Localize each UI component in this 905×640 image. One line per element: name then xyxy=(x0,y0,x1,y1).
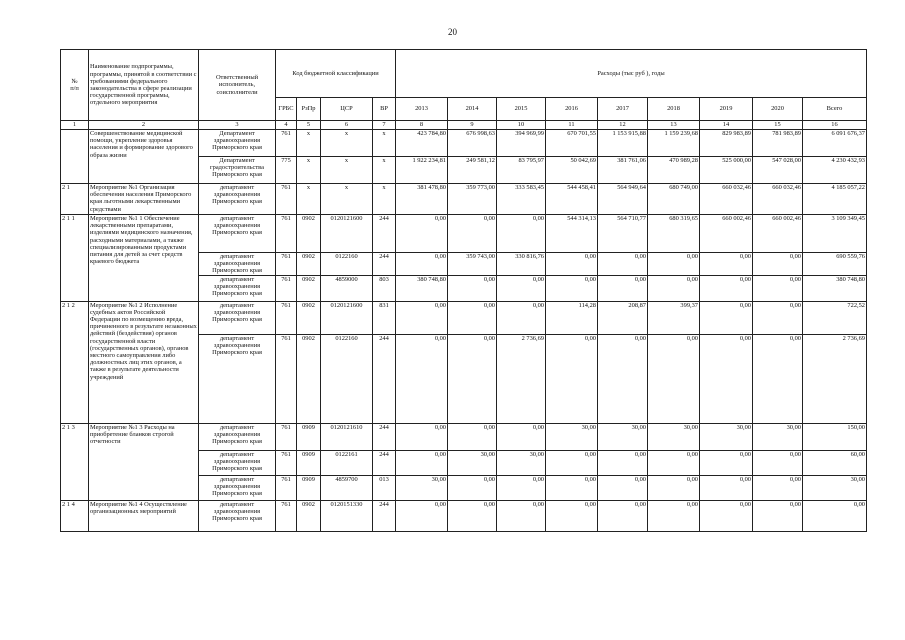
column-number: 12 xyxy=(598,121,648,130)
year-value-cell: 660 002,46 xyxy=(700,215,753,253)
column-number: 6 xyxy=(321,121,373,130)
year-value-cell: 30,00 xyxy=(700,423,753,450)
year-value-cell: 2 736,69 xyxy=(497,334,546,423)
year-value-cell: 0,00 xyxy=(700,275,753,301)
total-cell: 0,00 xyxy=(803,500,867,531)
year-value-cell: 547 028,00 xyxy=(753,157,803,184)
rzpr-cell: 0902 xyxy=(297,253,321,276)
total-cell: 4 185 057,22 xyxy=(803,184,867,215)
vr-cell: 244 xyxy=(373,253,396,276)
year-value-cell: 0,00 xyxy=(396,450,448,475)
responsible-cell: Департамент здравоохранения Приморского края xyxy=(199,130,276,157)
csr-cell: 0120151330 xyxy=(321,500,373,531)
header-budget-code: Код бюджетной классификации xyxy=(276,50,396,98)
year-value-cell: 30,00 xyxy=(546,423,598,450)
header-year: 2015 xyxy=(497,98,546,121)
year-value-cell: 544 458,41 xyxy=(546,184,598,215)
row-number: 2 1 xyxy=(61,184,89,215)
year-value-cell: 30,00 xyxy=(497,450,546,475)
responsible-cell: департамент здравоохранения Приморского края xyxy=(199,450,276,475)
vr-cell: x xyxy=(373,130,396,157)
year-value-cell: 0,00 xyxy=(396,301,448,334)
year-value-cell: 0,00 xyxy=(448,423,497,450)
year-value-cell: 249 581,12 xyxy=(448,157,497,184)
header-name: Наименование подпрограммы, программы, принятой в соответствии с требованиями федерального законодательства в сфере реализации государственной программы, отдельного мероприятия xyxy=(89,50,199,121)
year-value-cell: 1 159 239,68 xyxy=(648,130,700,157)
grbs-cell: 761 xyxy=(276,275,297,301)
total-cell: 150,00 xyxy=(803,423,867,450)
year-value-cell: 0,00 xyxy=(648,334,700,423)
year-value-cell: 30,00 xyxy=(648,423,700,450)
year-value-cell: 0,00 xyxy=(598,450,648,475)
year-value-cell: 0,00 xyxy=(753,500,803,531)
year-value-cell: 564 949,64 xyxy=(598,184,648,215)
year-value-cell: 0,00 xyxy=(448,334,497,423)
year-value-cell: 0,00 xyxy=(700,475,753,500)
year-value-cell: 0,00 xyxy=(546,475,598,500)
row-number: 2 1 3 xyxy=(61,423,89,500)
year-value-cell: 0,00 xyxy=(497,215,546,253)
year-value-cell: 0,00 xyxy=(497,301,546,334)
rzpr-cell: x xyxy=(297,130,321,157)
year-value-cell: 660 002,46 xyxy=(753,215,803,253)
total-cell: 380 748,80 xyxy=(803,275,867,301)
rzpr-cell: 0909 xyxy=(297,423,321,450)
vr-cell: x xyxy=(373,157,396,184)
year-value-cell: 544 314,13 xyxy=(546,215,598,253)
grbs-cell: 761 xyxy=(276,130,297,157)
table-row xyxy=(61,500,867,531)
year-value-cell: 470 989,28 xyxy=(648,157,700,184)
year-value-cell: 525 000,00 xyxy=(700,157,753,184)
year-value-cell: 0,00 xyxy=(448,215,497,253)
year-value-cell: 0,00 xyxy=(448,301,497,334)
year-value-cell: 0,00 xyxy=(396,423,448,450)
responsible-cell: департамент здравоохранения Приморского края xyxy=(199,184,276,215)
column-number: 14 xyxy=(700,121,753,130)
column-number: 7 xyxy=(373,121,396,130)
total-cell: 2 736,69 xyxy=(803,334,867,423)
year-value-cell: 30,00 xyxy=(598,423,648,450)
header-csr: ЦСР xyxy=(321,98,373,121)
header-year: 2017 xyxy=(598,98,648,121)
year-value-cell: 0,00 xyxy=(753,275,803,301)
year-value-cell: 0,00 xyxy=(700,334,753,423)
header-row-top xyxy=(61,50,867,98)
column-number: 4 xyxy=(276,121,297,130)
column-number: 1 xyxy=(61,121,89,130)
year-value-cell: 381 761,06 xyxy=(598,157,648,184)
year-value-cell: 0,00 xyxy=(448,500,497,531)
year-value-cell: 781 983,89 xyxy=(753,130,803,157)
header-year: 2019 xyxy=(700,98,753,121)
page-number: 20 xyxy=(448,27,457,37)
year-value-cell: 0,00 xyxy=(497,500,546,531)
table-row xyxy=(61,423,867,450)
column-number: 11 xyxy=(546,121,598,130)
responsible-cell: департамент здравоохранения Приморского края xyxy=(199,301,276,334)
row-name: Мероприятие №1 3 Расходы на приобретение бланков строгой отчетности xyxy=(89,423,199,500)
vr-cell: 244 xyxy=(373,215,396,253)
year-value-cell: 0,00 xyxy=(648,275,700,301)
year-value-cell: 660 032,46 xyxy=(753,184,803,215)
year-value-cell: 1 153 915,88 xyxy=(598,130,648,157)
year-value-cell: 670 701,55 xyxy=(546,130,598,157)
grbs-cell: 761 xyxy=(276,215,297,253)
year-value-cell: 0,00 xyxy=(598,275,648,301)
grbs-cell: 761 xyxy=(276,253,297,276)
responsible-cell: департамент здравоохранения Приморского края xyxy=(199,475,276,500)
year-value-cell: 0,00 xyxy=(753,301,803,334)
year-value-cell: 30,00 xyxy=(396,475,448,500)
year-value-cell: 0,00 xyxy=(598,334,648,423)
year-value-cell: 359 743,00 xyxy=(448,253,497,276)
csr-cell: 0120121600 xyxy=(321,301,373,334)
grbs-cell: 775 xyxy=(276,157,297,184)
year-value-cell: 381 478,80 xyxy=(396,184,448,215)
rzpr-cell: 0902 xyxy=(297,301,321,334)
header-expenses: Расходы (тыс руб ), годы xyxy=(396,50,867,98)
year-value-cell: 564 710,77 xyxy=(598,215,648,253)
row-number: 2 1 1 xyxy=(61,215,89,302)
year-value-cell: 0,00 xyxy=(448,275,497,301)
rzpr-cell: 0909 xyxy=(297,450,321,475)
rzpr-cell: 0902 xyxy=(297,500,321,531)
rzpr-cell: x xyxy=(297,157,321,184)
year-value-cell: 359 773,00 xyxy=(448,184,497,215)
header-total: Всего xyxy=(803,98,867,121)
year-value-cell: 208,87 xyxy=(598,301,648,334)
responsible-cell: департамент здравоохранения Приморского края xyxy=(199,334,276,423)
csr-cell: 0120121610 xyxy=(321,423,373,450)
column-number: 16 xyxy=(803,121,867,130)
column-number: 10 xyxy=(497,121,546,130)
rzpr-cell: 0902 xyxy=(297,334,321,423)
year-value-cell: 0,00 xyxy=(497,475,546,500)
year-value-cell: 423 784,80 xyxy=(396,130,448,157)
header-vr: ВР xyxy=(373,98,396,121)
csr-cell: 0120121600 xyxy=(321,215,373,253)
grbs-cell: 761 xyxy=(276,500,297,531)
row-name: Мероприятие №1 4 Осуществление организационных мероприятий xyxy=(89,500,199,531)
year-value-cell: 0,00 xyxy=(396,215,448,253)
csr-cell: 4859000 xyxy=(321,275,373,301)
vr-cell: 244 xyxy=(373,334,396,423)
year-value-cell: 0,00 xyxy=(546,500,598,531)
header-year: 2013 xyxy=(396,98,448,121)
year-value-cell: 0,00 xyxy=(598,500,648,531)
csr-cell: x xyxy=(321,130,373,157)
year-value-cell: 0,00 xyxy=(598,475,648,500)
year-value-cell: 333 583,45 xyxy=(497,184,546,215)
responsible-cell: департамент здравоохранения Приморского края xyxy=(199,500,276,531)
responsible-cell: департамент здравоохранения Приморского края xyxy=(199,275,276,301)
responsible-cell: департамент здравоохранения Приморского края xyxy=(199,215,276,253)
grbs-cell: 761 xyxy=(276,450,297,475)
grbs-cell: 761 xyxy=(276,184,297,215)
year-value-cell: 0,00 xyxy=(648,475,700,500)
header-grbs: ГРБС xyxy=(276,98,297,121)
table-row xyxy=(61,301,867,334)
year-value-cell: 0,00 xyxy=(546,253,598,276)
year-value-cell: 0,00 xyxy=(546,275,598,301)
vr-cell: 803 xyxy=(373,275,396,301)
csr-cell: x xyxy=(321,184,373,215)
year-value-cell: 0,00 xyxy=(753,334,803,423)
year-value-cell: 0,00 xyxy=(648,450,700,475)
year-value-cell: 0,00 xyxy=(546,450,598,475)
total-cell: 4 230 432,93 xyxy=(803,157,867,184)
row-name: Мероприятие №1 Организация обеспечения населения Приморского края льготными лекарственными средствами xyxy=(89,184,199,215)
vr-cell: 244 xyxy=(373,500,396,531)
year-value-cell: 0,00 xyxy=(546,334,598,423)
table-row xyxy=(61,215,867,253)
year-value-cell: 394 969,99 xyxy=(497,130,546,157)
year-value-cell: 0,00 xyxy=(396,334,448,423)
row-name: Совершенствование медицинской помощи, укрепление здоровья населения и формирование здорового образа жизни xyxy=(89,130,199,184)
total-cell: 722,52 xyxy=(803,301,867,334)
column-number: 15 xyxy=(753,121,803,130)
grbs-cell: 761 xyxy=(276,334,297,423)
header-rzpr: РзПр xyxy=(297,98,321,121)
row-name: Мероприятие №1 1 Обеспечение лекарственными препаратами, изделиями медицинского назначения, расходными материалами, а также специализированными продуктами питания для детей за счет средств краевого бюджета xyxy=(89,215,199,302)
year-value-cell: 399,37 xyxy=(648,301,700,334)
year-value-cell: 380 748,80 xyxy=(396,275,448,301)
row-number xyxy=(61,130,89,184)
total-cell: 3 109 349,45 xyxy=(803,215,867,253)
year-value-cell: 0,00 xyxy=(753,253,803,276)
year-value-cell: 0,00 xyxy=(396,253,448,276)
table-row xyxy=(61,184,867,215)
year-value-cell: 680 749,00 xyxy=(648,184,700,215)
rzpr-cell: 0909 xyxy=(297,475,321,500)
csr-cell: 0122160 xyxy=(321,253,373,276)
year-value-cell: 0,00 xyxy=(497,275,546,301)
budget-table xyxy=(60,49,867,532)
year-value-cell: 0,00 xyxy=(497,423,546,450)
column-number: 3 xyxy=(199,121,276,130)
grbs-cell: 761 xyxy=(276,301,297,334)
table-row xyxy=(61,130,867,157)
year-value-cell: 676 998,63 xyxy=(448,130,497,157)
year-value-cell: 660 032,46 xyxy=(700,184,753,215)
year-value-cell: 0,00 xyxy=(700,301,753,334)
csr-cell: 4859700 xyxy=(321,475,373,500)
year-value-cell: 1 922 234,81 xyxy=(396,157,448,184)
header-year: 2014 xyxy=(448,98,497,121)
year-value-cell: 114,28 xyxy=(546,301,598,334)
rzpr-cell: 0902 xyxy=(297,275,321,301)
grbs-cell: 761 xyxy=(276,475,297,500)
column-number: 5 xyxy=(297,121,321,130)
year-value-cell: 0,00 xyxy=(396,500,448,531)
responsible-cell: Департамент градостроительства Приморского края xyxy=(199,157,276,184)
vr-cell: x xyxy=(373,184,396,215)
year-value-cell: 83 795,97 xyxy=(497,157,546,184)
vr-cell: 244 xyxy=(373,423,396,450)
total-cell: 6 091 676,37 xyxy=(803,130,867,157)
year-value-cell: 0,00 xyxy=(648,253,700,276)
header-year: 2020 xyxy=(753,98,803,121)
year-value-cell: 829 983,89 xyxy=(700,130,753,157)
year-value-cell: 0,00 xyxy=(753,450,803,475)
year-value-cell: 330 816,76 xyxy=(497,253,546,276)
header-num: № п/п xyxy=(61,50,89,121)
responsible-cell: департамент здравоохранения Приморского края xyxy=(199,253,276,276)
year-value-cell: 0,00 xyxy=(648,500,700,531)
rzpr-cell: x xyxy=(297,184,321,215)
year-value-cell: 0,00 xyxy=(700,253,753,276)
year-value-cell: 0,00 xyxy=(700,500,753,531)
column-number: 2 xyxy=(89,121,199,130)
total-cell: 60,00 xyxy=(803,450,867,475)
responsible-cell: департамент здравоохранения Приморского края xyxy=(199,423,276,450)
column-number-row xyxy=(61,121,867,130)
csr-cell: x xyxy=(321,157,373,184)
column-number: 8 xyxy=(396,121,448,130)
csr-cell: 0122160 xyxy=(321,334,373,423)
year-value-cell: 30,00 xyxy=(448,450,497,475)
header-responsible: Ответственный исполнитель, соисполнители xyxy=(199,50,276,121)
grbs-cell: 761 xyxy=(276,423,297,450)
year-value-cell: 0,00 xyxy=(753,475,803,500)
row-name: Мероприятие №1 2 Исполнение судебных актов Российской Федерации по возмещению вреда, причиненного в результате незаконных действий (бездействия) органов государственной власти (государственных органов), органов местного самоуправления либо должностных лиц этих органов, а также в результате деятельности учреждений xyxy=(89,301,199,423)
csr-cell: 0122161 xyxy=(321,450,373,475)
year-value-cell: 30,00 xyxy=(753,423,803,450)
year-value-cell: 0,00 xyxy=(448,475,497,500)
year-value-cell: 0,00 xyxy=(598,253,648,276)
header-year: 2016 xyxy=(546,98,598,121)
total-cell: 690 559,76 xyxy=(803,253,867,276)
row-number: 2 1 4 xyxy=(61,500,89,531)
column-number: 9 xyxy=(448,121,497,130)
vr-cell: 831 xyxy=(373,301,396,334)
year-value-cell: 0,00 xyxy=(700,450,753,475)
header-year: 2018 xyxy=(648,98,700,121)
row-number: 2 1 2 xyxy=(61,301,89,423)
column-number: 13 xyxy=(648,121,700,130)
rzpr-cell: 0902 xyxy=(297,215,321,253)
year-value-cell: 680 319,65 xyxy=(648,215,700,253)
vr-cell: 244 xyxy=(373,450,396,475)
total-cell: 30,00 xyxy=(803,475,867,500)
year-value-cell: 50 042,69 xyxy=(546,157,598,184)
vr-cell: 013 xyxy=(373,475,396,500)
